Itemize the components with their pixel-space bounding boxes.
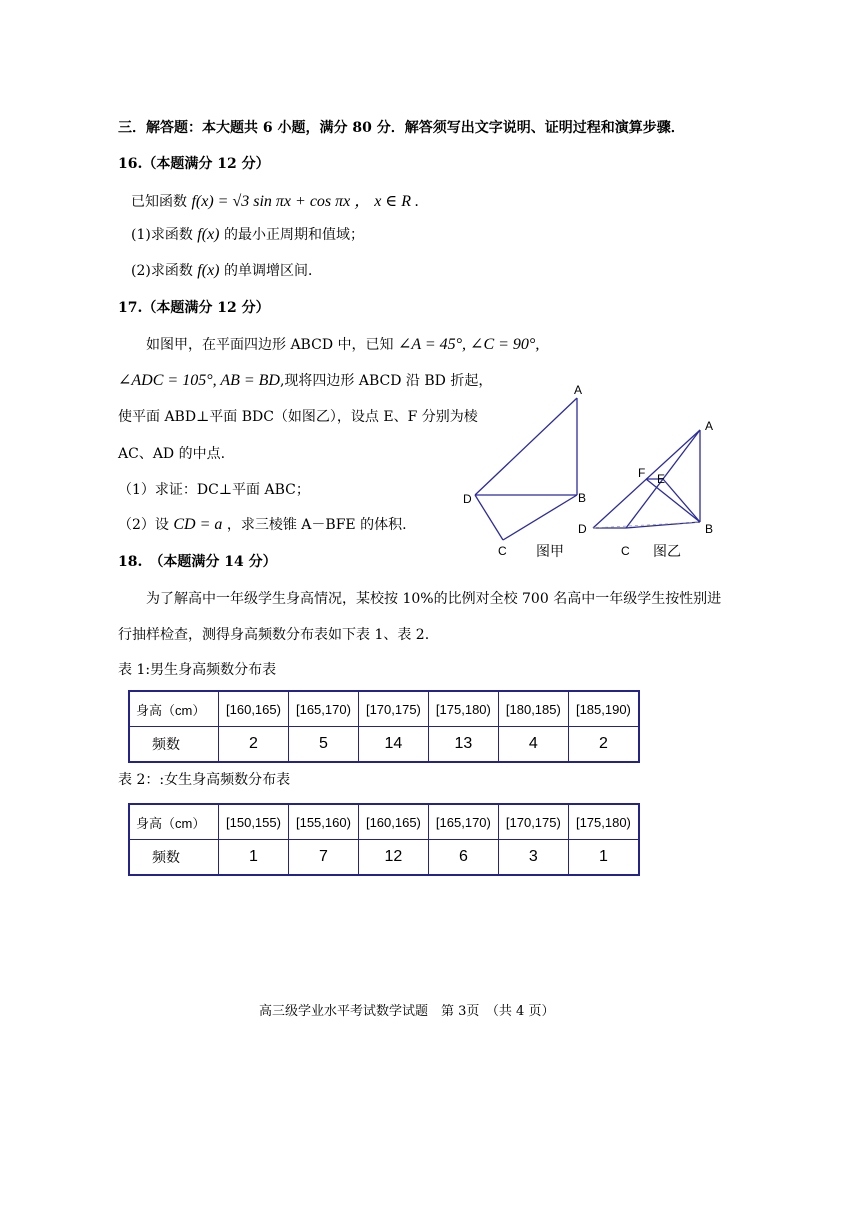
table-cell: [155,160) bbox=[288, 804, 358, 840]
q18-intro-line1: 为了解高中一年级学生身高情况，某校按 10%的比例对全校 700 名高中一年级学生按性别进 bbox=[146, 591, 722, 607]
q17-title: 17.（本题满分 12 分） bbox=[118, 300, 270, 316]
table1-count-row bbox=[129, 727, 639, 763]
section-header: 三．解答题：本大题共 6 小题，满分 80 分．解答须写出文字说明、证明过程和演算步骤． bbox=[118, 120, 685, 136]
figure-jia bbox=[475, 398, 577, 540]
table-cell: 14 bbox=[358, 727, 428, 763]
table-cell: [160,165) bbox=[219, 691, 289, 727]
edge-ad bbox=[475, 398, 577, 495]
q16-part1-suffix: 的最小正周期和值域； bbox=[223, 227, 364, 243]
edge-cb bbox=[503, 495, 577, 540]
table-cell: [175,180) bbox=[428, 691, 498, 727]
table-cell: 2 bbox=[219, 727, 289, 763]
table1-caption: 表 1:男生身高频数分布表 bbox=[118, 662, 277, 678]
q16-part1-prefix: (1)求函数 bbox=[131, 227, 193, 243]
q17-line3: 使平面 ABD⊥平面 BDC（如图乙），设点 E、F 分别为棱 bbox=[118, 409, 478, 425]
fig1-label-a: A bbox=[574, 383, 583, 397]
fig2-label-b: B bbox=[705, 522, 714, 536]
table-cell: [165,170) bbox=[288, 691, 358, 727]
table2 bbox=[128, 803, 640, 876]
q17-line4: AC、AD 的中点. bbox=[118, 446, 226, 462]
table-cell: [185,190) bbox=[568, 691, 639, 727]
q18-title: 18. （本题满分 14 分） bbox=[118, 554, 277, 570]
geometry-figures bbox=[0, 0, 860, 600]
figure-yi bbox=[593, 430, 700, 528]
table1-row-label-height: 身高（cm） bbox=[129, 691, 219, 727]
table-cell: [150,155) bbox=[219, 804, 289, 840]
q16-stem-prefix: 已知函数 bbox=[131, 194, 187, 210]
table-cell: [165,170) bbox=[428, 804, 498, 840]
table-cell: 1 bbox=[568, 840, 639, 876]
q17-part1: （1）求证：DC⊥平面 ABC； bbox=[118, 482, 310, 498]
table2-row-label-freq: 频数 bbox=[129, 840, 219, 876]
q17-line1-formula: ∠A = 45°, ∠C = 90°, bbox=[397, 336, 540, 353]
q16-title: 16.（本题满分 12 分） bbox=[118, 156, 270, 172]
table-cell: [170,175) bbox=[358, 691, 428, 727]
table2-caption: 表 2：:女生身高频数分布表 bbox=[118, 772, 291, 788]
table-cell: 3 bbox=[498, 840, 568, 876]
table-cell: 4 bbox=[498, 727, 568, 763]
fig1-caption: 图甲 bbox=[536, 544, 564, 560]
table-cell: 1 bbox=[219, 840, 289, 876]
fig2-label-d: D bbox=[578, 522, 587, 536]
page-footer: 高三级学业水平考试数学试题 第 3页 （共 4 页） bbox=[259, 1004, 555, 1019]
q17-part2-formula: CD = a bbox=[173, 516, 223, 533]
table1-row-label-freq: 频数 bbox=[129, 727, 219, 763]
table1 bbox=[128, 690, 640, 763]
q17-part2-prefix: （2）设 bbox=[118, 517, 169, 533]
fig1-label-b: B bbox=[578, 491, 587, 505]
q18-intro-line2: 行抽样检查，测得身高频数分布表如下表 1、表 2. bbox=[118, 627, 430, 643]
table-cell: [180,185) bbox=[498, 691, 568, 727]
table-cell: 13 bbox=[428, 727, 498, 763]
table2-interval-row bbox=[129, 804, 639, 840]
q17-line2-text: ,现将四边形 ABCD 沿 BD 折起， bbox=[279, 373, 493, 389]
table-cell: [160,165) bbox=[358, 804, 428, 840]
table-cell: 2 bbox=[568, 727, 639, 763]
fig2-label-e: E bbox=[657, 472, 666, 486]
table1-interval-row bbox=[129, 691, 639, 727]
q16-part1-fx: f(x) bbox=[197, 226, 220, 243]
table-cell: 6 bbox=[428, 840, 498, 876]
edge-eb bbox=[663, 479, 700, 522]
table-cell: 12 bbox=[358, 840, 428, 876]
q17-line1-text: 如图甲，在平面四边形 ABCD 中，已知 bbox=[146, 337, 394, 353]
fig1-label-c: C bbox=[498, 544, 507, 558]
q16-part2-prefix: (2)求函数 bbox=[131, 263, 193, 279]
fig2-label-f: F bbox=[638, 466, 646, 480]
fig2-label-a: A bbox=[705, 419, 714, 433]
table2-count-row bbox=[129, 840, 639, 876]
table2-row-label-height: 身高（cm） bbox=[129, 804, 219, 840]
q16-part2-fx: f(x) bbox=[197, 262, 220, 279]
table-cell: [170,175) bbox=[498, 804, 568, 840]
q17-line2-formula: ∠ADC = 105°, AB = BD bbox=[118, 372, 280, 389]
table-cell: 5 bbox=[288, 727, 358, 763]
table-cell: 7 bbox=[288, 840, 358, 876]
q16-part2-suffix: 的单调增区间． bbox=[223, 263, 322, 279]
q17-part2-suffix: ，求三棱锥 A－BFE 的体积. bbox=[226, 517, 407, 533]
fig2-label-c: C bbox=[621, 544, 630, 558]
q16-stem-formula: f(x) = √3 sin πx + cos πx ， x ∈ R . bbox=[191, 193, 419, 210]
edge-db-hidden bbox=[593, 522, 700, 528]
edge-fb bbox=[646, 479, 700, 522]
table-cell: [175,180) bbox=[568, 804, 639, 840]
fig1-label-d: D bbox=[463, 492, 472, 506]
edge-dc bbox=[475, 495, 503, 540]
fig2-caption: 图乙 bbox=[653, 544, 681, 560]
